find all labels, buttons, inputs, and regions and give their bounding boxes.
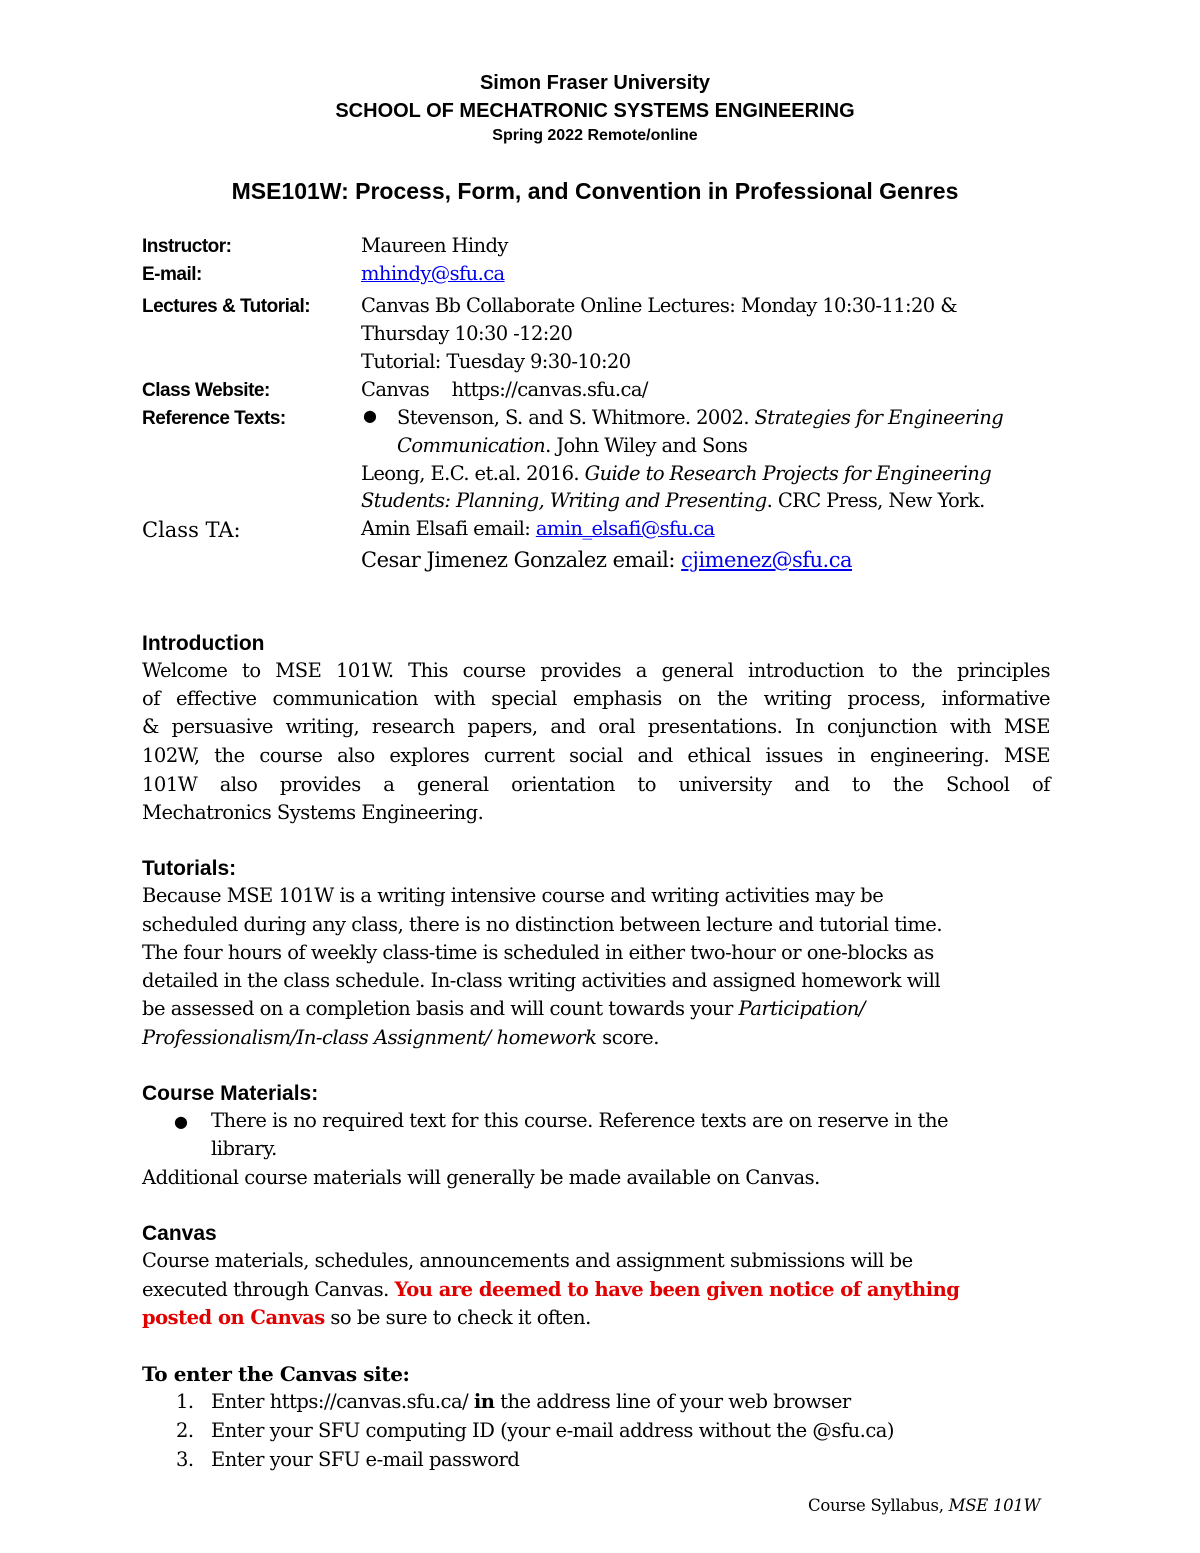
ta-1-email-link[interactable]: amin_elsafi@sfu.ca bbox=[535, 517, 715, 540]
ta-1-name: Amin Elsafi email: bbox=[361, 517, 536, 540]
lectures-line-1: Canvas Bb Collaborate Online Lectures: Monday 10:30-11:20 & bbox=[361, 294, 957, 317]
introduction-line: 102W, the course also explores current social and ethical issues in engineering. MSE bbox=[142, 744, 1050, 767]
tutorials-line: The four hours of weekly class-time is scheduled in either two-hour or one-blocks as bbox=[142, 941, 934, 964]
reference-2-line-1 bbox=[361, 462, 991, 485]
step-text: the address line of your web browser bbox=[494, 1390, 851, 1413]
tutorial-time: Tutorial: Tuesday 9:30-10:20 bbox=[361, 350, 631, 373]
reference-1-line-1 bbox=[397, 406, 1003, 429]
website-label: Class Website: bbox=[142, 380, 270, 401]
step-number: 2. bbox=[176, 1419, 194, 1442]
canvas-notice-warning: You are deemed to have been given notice of anything bbox=[394, 1278, 960, 1301]
step-3: Enter your SFU e-mail password bbox=[211, 1448, 520, 1471]
canvas-notice-warning: posted on Canvas bbox=[142, 1306, 325, 1329]
reference-1-title: Strategies for Engineering bbox=[754, 406, 1004, 429]
tutorials-text: score. bbox=[596, 1026, 659, 1049]
introduction-line: Mechatronics Systems Engineering. bbox=[142, 801, 484, 824]
step-number: 3. bbox=[176, 1448, 194, 1471]
canvas-line bbox=[142, 1278, 959, 1301]
university-name: Simon Fraser University bbox=[479, 72, 711, 94]
term-label: Spring 2022 Remote/online bbox=[492, 127, 698, 144]
enter-site-heading: To enter the Canvas site: bbox=[142, 1362, 410, 1386]
page-footer bbox=[808, 1496, 1040, 1515]
canvas-text: so be sure to check it often. bbox=[324, 1306, 591, 1329]
tutorials-line: Because MSE 101W is a writing intensive course and writing activities may be bbox=[142, 884, 884, 907]
email-label: E-mail: bbox=[142, 264, 202, 285]
reference-2-line-2 bbox=[361, 489, 985, 512]
website-value bbox=[361, 378, 648, 401]
reference-1-line-2 bbox=[397, 434, 747, 457]
lectures-label: Lectures & Tutorial: bbox=[142, 296, 311, 317]
canvas-line: Course materials, schedules, announcements and assignment submissions will be bbox=[142, 1249, 913, 1272]
introduction-line: 101W also provides a general orientation to university and to the School of bbox=[142, 773, 1050, 796]
school-name: SCHOOL OF MECHATRONIC SYSTEMS ENGINEERING bbox=[335, 100, 855, 122]
tutorials-line: detailed in the class schedule. In-class writing activities and assigned homework will bbox=[142, 969, 941, 992]
ta-label: Class TA: bbox=[142, 518, 241, 542]
introduction-line: of effective communication with special emphasis on the writing process, informative bbox=[142, 687, 1050, 710]
materials-heading: Course Materials: bbox=[142, 1082, 319, 1105]
course-title: MSE101W: Process, Form, and Convention in Professional Genres bbox=[231, 178, 959, 204]
reference-1-publisher: . John Wiley and Sons bbox=[545, 434, 748, 457]
lectures-line-2: Thursday 10:30 -12:20 bbox=[361, 322, 573, 345]
introduction-line: Welcome to MSE 101W. This course provides a general introduction to the principles bbox=[142, 659, 1050, 682]
canvas-heading: Canvas bbox=[142, 1222, 217, 1245]
bullet-icon: ● bbox=[363, 406, 377, 425]
reference-2-title: Guide to Research Projects for Engineering bbox=[584, 462, 992, 485]
step-text: Enter https://canvas.sfu.ca/ bbox=[211, 1390, 474, 1413]
ta-2-name: Cesar Jimenez Gonzalez email: bbox=[361, 548, 682, 572]
reference-2-title-cont: Students: Planning, Writing and Presenting bbox=[361, 489, 767, 512]
step-number: 1. bbox=[176, 1390, 194, 1413]
materials-bullet-line: library. bbox=[211, 1137, 277, 1160]
tutorials-line: scheduled during any class, there is no distinction between lecture and tutorial time. bbox=[142, 913, 943, 936]
tutorials-line bbox=[142, 997, 865, 1020]
materials-bullet-line: There is no required text for this course. Reference texts are on reserve in the bbox=[211, 1109, 949, 1132]
tutorials-line bbox=[142, 1026, 659, 1049]
ta-2 bbox=[361, 548, 852, 572]
instructor-email-link[interactable]: mhindy@sfu.ca bbox=[361, 262, 505, 285]
tutorials-text: be assessed on a completion basis and will count towards your bbox=[142, 997, 739, 1020]
canvas-text: executed through Canvas. bbox=[142, 1278, 395, 1301]
step-bold: in bbox=[473, 1390, 495, 1413]
tutorials-heading: Tutorials: bbox=[142, 857, 237, 880]
step-2: Enter your SFU computing ID (your e-mail address without the @sfu.ca) bbox=[211, 1419, 895, 1442]
ta-1 bbox=[361, 517, 715, 540]
materials-additional: Additional course materials will generally be made available on Canvas. bbox=[142, 1166, 820, 1189]
introduction-heading: Introduction bbox=[142, 632, 265, 655]
step-1 bbox=[211, 1390, 851, 1413]
ta-2-email-link[interactable]: cjimenez@sfu.ca bbox=[681, 548, 853, 572]
reference-1-title-cont: Communication bbox=[397, 434, 546, 457]
footer-text: Course Syllabus, bbox=[808, 1496, 949, 1515]
reference-2-authors: Leong, E.C. et.al. 2016. bbox=[361, 462, 585, 485]
introduction-line: & persuasive writing, research papers, and oral presentations. In conjunction with MSE bbox=[142, 715, 1050, 738]
reference-1-authors: Stevenson, S. and S. Whitmore. 2002. bbox=[397, 406, 755, 429]
reference-2-publisher: . CRC Press, New York. bbox=[766, 489, 985, 512]
tutorials-italic: Participation/ bbox=[738, 997, 865, 1020]
footer-course-code: MSE 101W bbox=[948, 1496, 1041, 1515]
website-url[interactable]: https://canvas.sfu.ca/ bbox=[451, 378, 648, 401]
canvas-line bbox=[142, 1306, 591, 1329]
bullet-icon: ● bbox=[174, 1112, 188, 1131]
instructor-label: Instructor: bbox=[142, 236, 232, 257]
website-name: Canvas bbox=[361, 378, 430, 401]
tutorials-italic: Professionalism/In-class Assignment/ homework bbox=[142, 1026, 597, 1049]
instructor-value: Maureen Hindy bbox=[361, 234, 508, 257]
reference-label: Reference Texts: bbox=[142, 408, 286, 429]
